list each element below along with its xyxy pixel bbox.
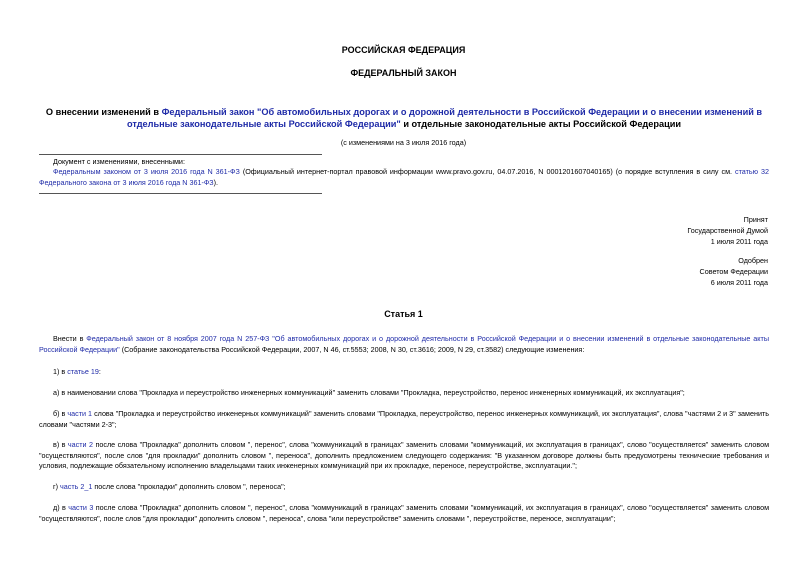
changes-body (39, 167, 769, 188)
changes-text-2: ). (213, 177, 219, 187)
point-d (39, 503, 769, 524)
changes-caption: Документ с изменениями, внесенными: (53, 157, 185, 166)
part-2-link[interactable]: части 2 (67, 440, 94, 449)
changes-text-1: (Официальный интернет-портал правовой информации www.pravo.gov.ru, 04.07.2016, N 0001201607040165) (о порядке вступления в силу см. (239, 167, 735, 176)
article-19-link[interactable]: статье 19 (67, 367, 99, 376)
point-b (39, 409, 769, 430)
point-1-prefix: 1) в (53, 367, 68, 376)
point-1 (53, 367, 769, 378)
title-prefix: О внесении изменений в (45, 107, 162, 117)
entry-into-force-link[interactable]: статью 32 Федерального закона от 3 июля 2016 года N 361-ФЗ (39, 167, 769, 187)
adopted-line-2: Государственной Думой (687, 226, 768, 235)
header-country: РОССИЙСКАЯ ФЕДЕРАЦИЯ (341, 45, 466, 55)
adopted-line-1: Принят (743, 215, 768, 224)
point-a: а) в наименовании слова "Прокладка и переустройство инженерных коммуникаций" заменить словами "Прокладка, переустройство, перенос инженерных коммуникаций, их эксплуатация"; (53, 388, 685, 397)
point-d-suffix: после слова "Прокладка" дополнить словом ", перенос", слова "коммуникаций в границах" заменить словами "коммуникаций, их эксплуатация в границах", слово "осуществляется" заменить словом "осуществляются", после слов "для прокладки" дополнить словом ", переноса", слова "или переустройстве" заменить словами ", переустройстве, переносе, эксплуатации"; (39, 503, 770, 523)
part-2-1-link[interactable]: часть 2_1 (60, 482, 93, 491)
document-title (40, 106, 768, 130)
header-law-type: ФЕДЕРАЛЬНЫЙ ЗАКОН (350, 68, 457, 78)
approved-line-3: 6 июля 2011 года (710, 278, 768, 287)
changes-bottom-rule (39, 193, 322, 194)
base-law-link[interactable]: Федеральный закон от 8 ноября 2007 года N 257-ФЗ "Об автомобильных дорогах и о дорожной деятельности в Российской Федерации и о внесении изменений в отдельные законодательные акты Российской Федерации" (39, 334, 769, 354)
adopted-line-3: 1 июля 2011 года (710, 237, 768, 246)
approved-block (700, 255, 768, 288)
adopted-block (687, 214, 768, 247)
changes-top-rule (39, 154, 322, 155)
intro-prefix: Внести в (53, 334, 87, 343)
point-v-suffix: после слова "Прокладка" дополнить словом ", перенос", слова "коммуникаций в границах" заменить словами "коммуникаций, их эксплуатация в границах", слово "осуществляется" заменить словом "осуществляются", после слов "для прокладки" дополнить словом ", переноса", дополнить предложением следующего содержания: "В указанном договоре должны быть предусмотрены технические требования и условия, подлежащие обязательному исполнению владельцами таких инженерных коммуникаций при их прокладке, переносе, переустройстве, эксплуатации."; (39, 440, 770, 471)
article-intro (39, 334, 769, 355)
point-d-prefix: д) в (53, 503, 69, 512)
approved-line-1: Одобрен (738, 256, 768, 265)
title-law-link[interactable]: Федеральный закон "Об автомобильных дорогах и о дорожной деятельности в Российской Федерации и о внесении изменений в отдельные законодательные акты Российской Федерации" (126, 107, 763, 129)
part-1-link[interactable]: части 1 (67, 409, 93, 418)
part-3-link[interactable]: части 3 (68, 503, 94, 512)
point-g-prefix: г) (53, 482, 61, 491)
point-b-prefix: б) в (53, 409, 68, 418)
point-b-suffix: слова "Прокладка и переустройство инженерных коммуникаций" заменить словами "Прокладка, переустройство, перенос инженерных коммуникаций, их эксплуатация", слова "частями 2 и 3" заменить словами "частями 2-3"; (39, 409, 769, 429)
edition-note: (с изменениями на 3 июля 2016 года) (340, 138, 467, 147)
amending-law-link[interactable]: Федеральным законом от 3 июля 2016 года N 361-ФЗ (53, 167, 240, 176)
article-title: Статья 1 (384, 309, 423, 319)
point-g-suffix: после слова "прокладки" дополнить словом ", переноса"; (92, 482, 286, 491)
point-1-suffix: : (98, 367, 101, 376)
point-v (39, 440, 769, 472)
point-g (53, 482, 769, 493)
approved-line-2: Советом Федерации (699, 267, 768, 276)
title-suffix: и отдельные законодательные акты Российской Федерации (400, 119, 682, 129)
point-v-prefix: в) в (53, 440, 68, 449)
intro-suffix: (Собрание законодательства Российской Федерации, 2007, N 46, ст.5553; 2008, N 30, ст.3616; 2009, N 29, ст.3582) следующие изменения: (119, 344, 585, 354)
